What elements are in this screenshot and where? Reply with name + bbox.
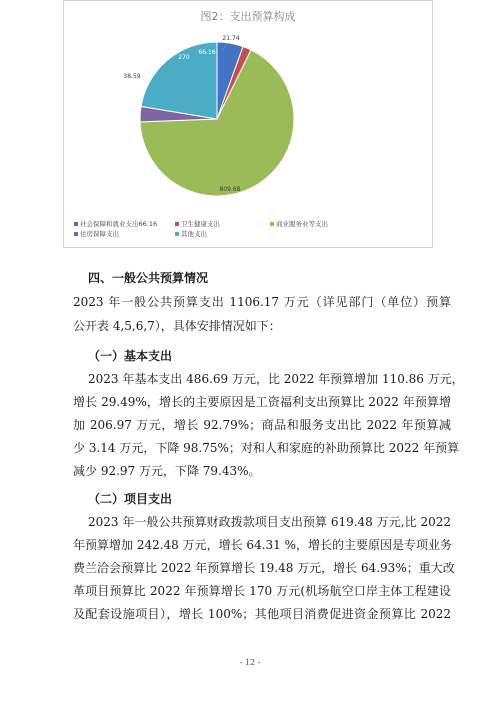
- slice-data-label: 809.68: [219, 186, 241, 193]
- subsection-heading: （二）项目支出: [88, 492, 173, 506]
- paragraph-line: 2023 年一般公共预算支出 1106.17 万元（详见部门（单位）预算: [73, 295, 451, 309]
- paragraph-line: 及配套设施项目），增长 100%；其他项目消费促进资金预算比 2022: [73, 607, 451, 621]
- paragraph-line: 2023 年基本支出 486.69 万元，比 2022 年预算增加 110.86 万元，: [88, 372, 464, 386]
- legend-swatch: [175, 232, 179, 236]
- paragraph-line: 革项目预算比 2022 年预算增长 170 万元(机场航空口岸主体工程建设: [73, 584, 451, 598]
- page-number: - 12 -: [239, 658, 261, 667]
- slice-data-label: 270: [178, 54, 190, 61]
- legend-item: [175, 219, 220, 228]
- slice-data-label: 21.74: [222, 35, 240, 42]
- paragraph-line: 2023 年一般公共预算财政拨款项目支出预算 619.48 万元,比 2022: [88, 515, 451, 529]
- legend-item: [270, 219, 328, 228]
- legend-item: [74, 219, 157, 228]
- section-heading: 四、一般公共预算情况: [88, 271, 209, 285]
- paragraph-line: 年预算增加 242.48 万元，增长 64.31 %，增长的主要原因是专项业务: [73, 538, 453, 552]
- paragraph-line: 少 3.14 万元，下降 98.75%；对和人和家庭的补助预算比 2022 年预算: [73, 441, 460, 455]
- legend-swatch: [270, 222, 274, 226]
- legend-label: 住房保障支出: [80, 230, 119, 238]
- legend-label: 卫生健康支出: [181, 220, 220, 228]
- paragraph-line: 费兰洽会预算比 2022 年预算增长 19.48 万元，增长 64.93%；重大改: [73, 561, 455, 575]
- paragraph-line: 增长 29.49%，增长的主要原因是工资福利支出预算比 2022 年预算增: [73, 395, 451, 409]
- legend-swatch: [175, 222, 179, 226]
- legend-swatch: [74, 232, 78, 236]
- legend-swatch: [74, 222, 78, 226]
- slice-data-label: 66.16: [198, 49, 216, 56]
- legend-label: 其他支出: [181, 230, 207, 238]
- legend-label: 商业服务业等支出: [276, 220, 328, 228]
- pie-chart-canvas: [64, 1, 434, 249]
- slice-data-label: 38.59: [123, 73, 141, 80]
- paragraph-line: 公开表 4,5,6,7），具体安排情况如下：: [73, 319, 281, 333]
- legend-label: 社会保障和就业支出66.16: [80, 220, 158, 228]
- legend-item: [74, 229, 119, 238]
- pie-chart: [63, 0, 433, 248]
- legend-item: [175, 229, 207, 238]
- paragraph-line: 加 206.97 万元，增长 92.79%；商品和服务支出比 2022 年预算减: [73, 418, 451, 432]
- chart-title: 图2：支出预算构成: [200, 10, 296, 23]
- paragraph-line: 减少 92.97 万元，下降 79.43%。: [73, 464, 261, 478]
- subsection-heading: （一）基本支出: [88, 349, 173, 363]
